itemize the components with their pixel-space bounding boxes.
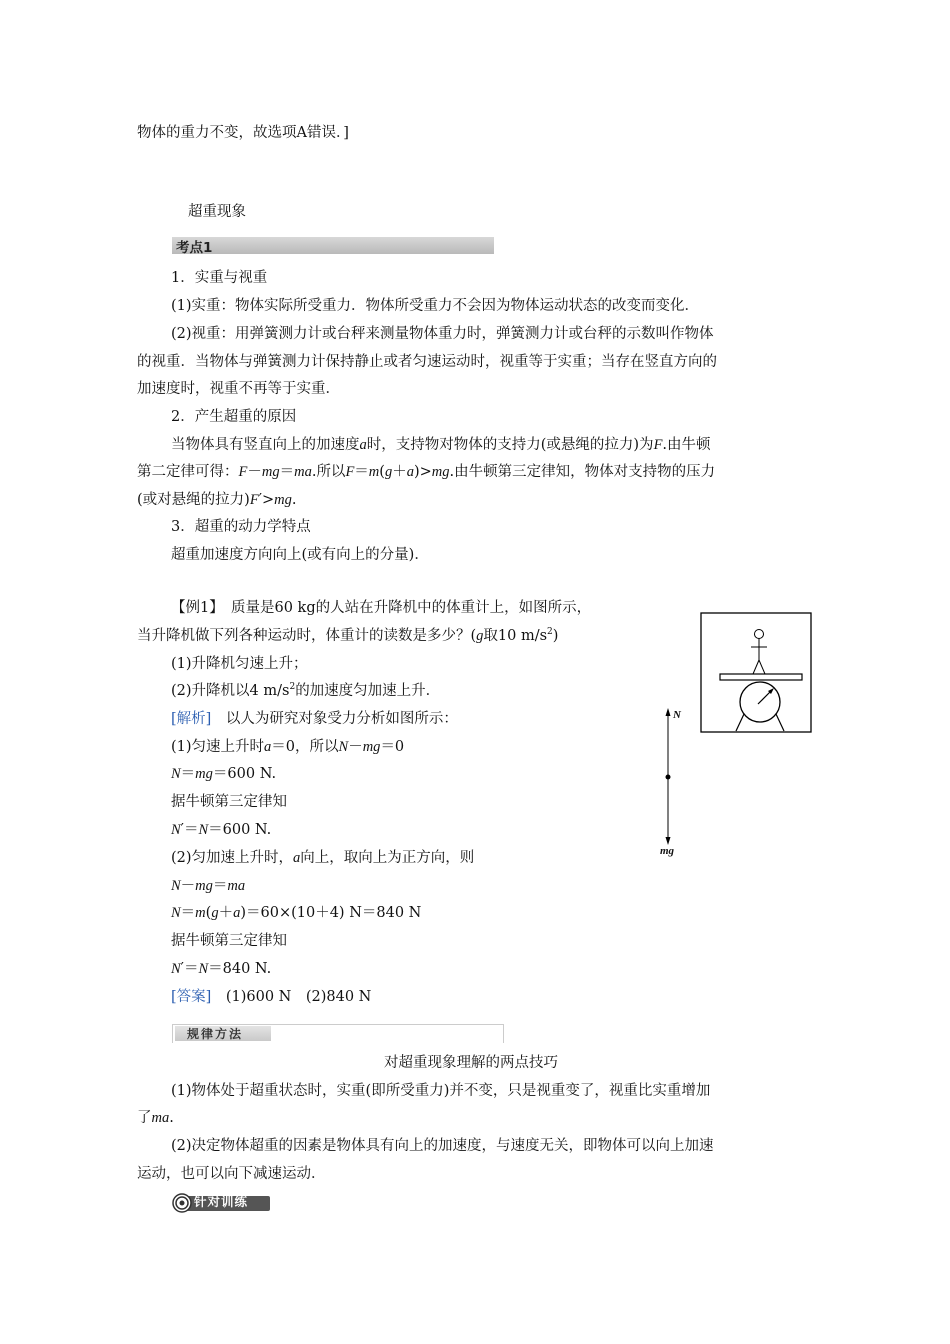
example-line2: 当升降机做下列各种运动时，体重计的读数是多少？(g取10 $m/s^2$): [137, 627, 559, 644]
scale-figure: [700, 612, 812, 733]
sol-8: 据牛顿第三定律知: [171, 933, 287, 949]
force-label-mg: mg: [660, 845, 675, 857]
example-line1: 【例1】 质量是60 kg的人站在升降机中的体重计上，如图所示，: [171, 600, 592, 616]
arrow-up-icon: [666, 708, 671, 716]
sol-4: N′＝N＝600 N.: [171, 822, 272, 838]
guilv-1a: (1)物体处于超重状态时，实重(即所受重力)并不变，只是视重变了，视重比实重增加: [171, 1083, 711, 1099]
arrow-down-icon: [666, 837, 671, 845]
example-q1: (1)升降机匀速上升；: [171, 656, 308, 672]
daan-tag: [答案]: [171, 989, 212, 1005]
zhendui-tag: [172, 1193, 272, 1213]
section-title: 超重现象: [188, 204, 246, 220]
guilv-title: 对超重现象理解的两点技巧: [384, 1055, 558, 1071]
p1-b1: (2)视重：用弹簧测力计或台秤来测量物体重力时，弹簧测力计或台秤的示数叫作物体: [171, 326, 714, 342]
kaodian-tag: [172, 237, 494, 254]
guilv-2b: 运动，也可以向下减速运动．: [137, 1166, 326, 1182]
p3-text: 超重加速度方向向上(或有向上的分量)．: [171, 547, 429, 563]
answer-line: [答案] (1)600 N (2)840 N: [171, 989, 372, 1005]
p1-b3: 加速度时，视重不再等于实重．: [137, 381, 340, 397]
sol-2: N＝mg＝600 N.: [171, 766, 277, 782]
p2-line3: (或对悬绳的拉力)F′>mg.: [137, 492, 297, 508]
continued-text: 物体的重力不变，故选项A错误．]: [137, 125, 349, 141]
p2-line2: 第二定律可得：F－mg＝ma.所以F＝m(g＋a)>mg.由牛顿第三定律知，物体对支持物的压力: [137, 464, 716, 480]
sol-5: (2)匀加速上升时，a向上，取向上为正方向，则: [171, 850, 475, 866]
guilv-2a: (2)决定物体超重的因素是物体具有向上的加速度，与速度无关，即物体可以向上加速: [171, 1138, 714, 1154]
sol-1: (1)匀速上升时a＝0，所以N－mg＝0: [171, 739, 405, 755]
p1-title: 1．实重与视重: [171, 270, 268, 286]
jiexi-line: [解析] 以人为研究对象受力分析如图所示：: [171, 711, 458, 727]
p1-b2: 的视重．当物体与弹簧测力计保持静止或者匀速运动时，视重等于实重；当存在竖直方向的: [137, 354, 717, 370]
example-q2: (2)升降机以4 $m/s^2$的加速度匀加速上升．: [171, 682, 441, 699]
sol-7: N＝m(g＋a)＝60×(10＋4) N＝840 N: [171, 905, 422, 921]
p3-title: 3．超重的动力学特点: [171, 519, 311, 535]
force-label-N: N: [673, 709, 681, 721]
guilv-tag-label: 规律方法: [187, 1027, 244, 1041]
force-diagram: [650, 704, 700, 858]
guilv-tag: [172, 1024, 504, 1043]
sol-9: N′＝N＝840 N.: [171, 961, 272, 977]
p2-line1: 当物体具有竖直向上的加速度a时，支持物对物体的支持力(或悬绳的拉力)为F.由牛顿: [171, 437, 711, 453]
jiexi-tag: [解析]: [171, 711, 212, 727]
sol-6: N－mg＝ma: [171, 878, 246, 894]
sol-3: 据牛顿第三定律知: [171, 794, 287, 810]
guilv-1b: 了ma.: [137, 1110, 174, 1126]
p2-title: 2．产生超重的原因: [171, 409, 297, 425]
kaodian-tag-label: 考点1: [176, 240, 213, 254]
p1-a: (1)实重：物体实际所受重力．物体所受重力不会因为物体运动状态的改变而变化．: [171, 298, 700, 314]
example-tag: 【例1】: [171, 600, 217, 616]
zhendui-tag-label: 针对训练: [194, 1194, 249, 1209]
